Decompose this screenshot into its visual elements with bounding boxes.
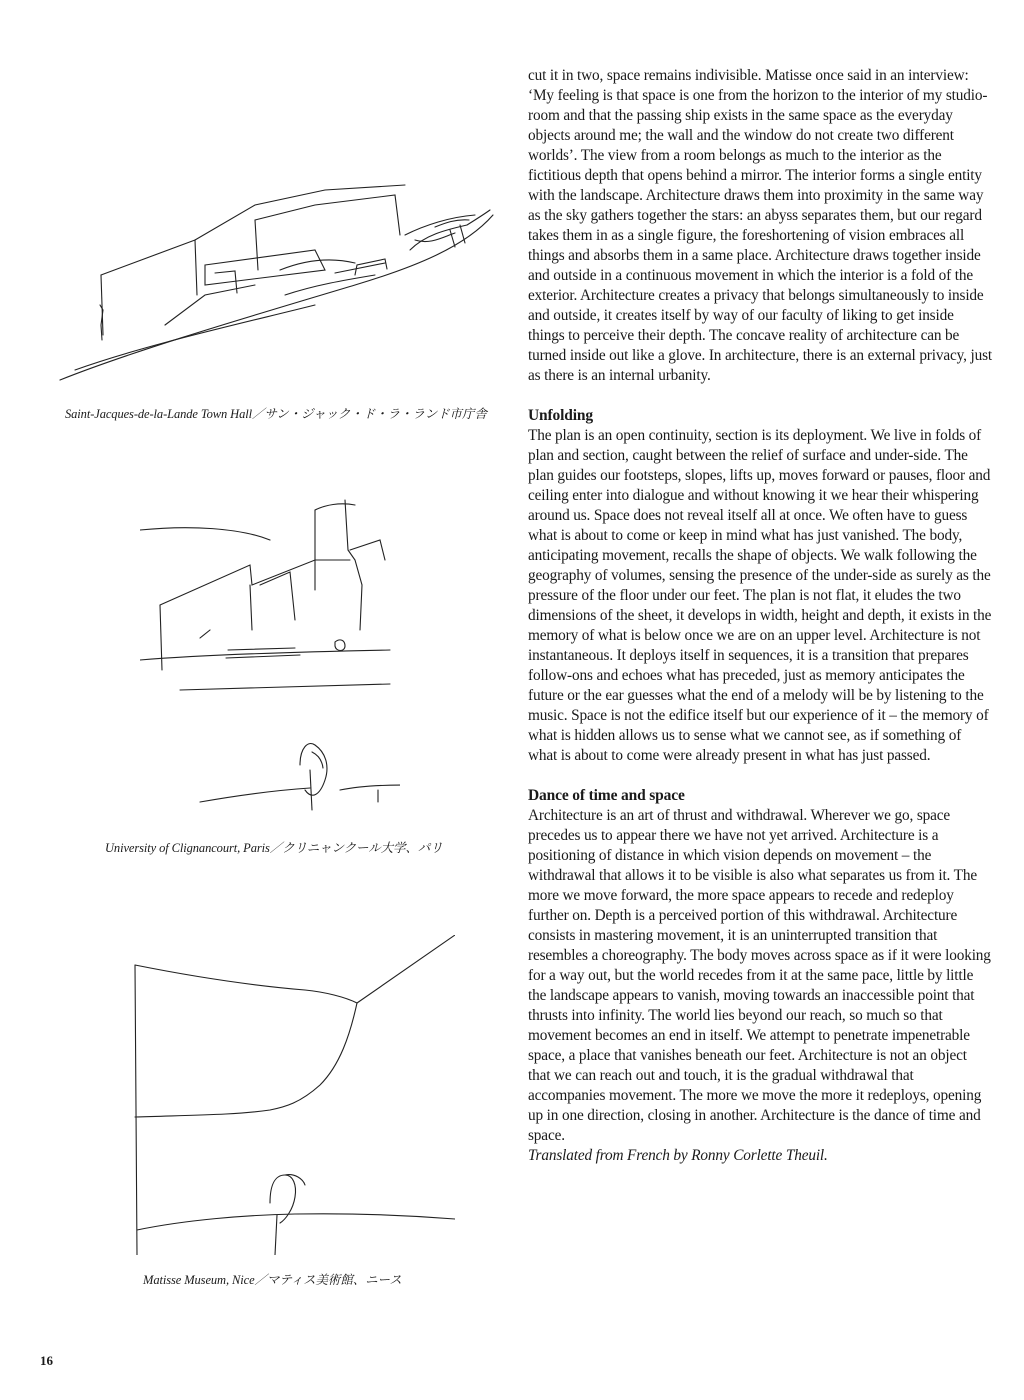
sketch-clignancourt (140, 490, 400, 820)
caption-clignancourt: University of Clignancourt, Paris／クリニャンクール大学、パリ (105, 841, 443, 855)
page-number: 16 (40, 1353, 53, 1368)
sketch-town-hall (55, 175, 495, 385)
section-text-dance: Architecture is an art of thrust and withdrawal. Wherever we go, space precedes us to appear there we have not yet arrived. Architecture is a positioning of distance in which vision depends on movement – the withdrawal that allows it to be visible is also what separates us from it. The more we move forward, the more space appears to recede and redeploy further on. Depth is a perceived portion of this withdrawal. Architecture consists in mastering movement, it is an uninterrupted transition that resembles a choreography. The body moves across space as if it were looking for a way out, but the world recedes from it at the same pace, little by little the landscape appears to vanish, moving towards an inaccessible point that thrusts into infinity. The world lies beyond our reach, so much so that movement becomes an end in itself. We attempt to penetrate impenetrable space, a place that vanishes beneath our feet. Architecture is not an object that we can reach out and touch, it is the gradual withdrawal that accompanies movement. The more we move the more it redeploys, opening up in one direction, closing in another. Architecture is the dance of time and space. (528, 807, 991, 1144)
translation-credit: Translated from French by Ronny Corlette Theuil. (528, 1147, 828, 1164)
left-column (40, 0, 510, 1400)
section-heading-dance: Dance of time and space (528, 787, 685, 804)
sketch-matisse-museum (125, 935, 455, 1255)
section-heading-unfolding: Unfolding (528, 407, 593, 424)
caption-town-hall: Saint-Jacques-de-la-Lande Town Hall／サン・ジャック・ド・ラ・ランド市庁舎 (65, 407, 487, 421)
article-body (528, 66, 992, 1166)
intro-paragraph: cut it in two, space remains indivisible. Matisse once said in an interview: ‘My feeling is that space is one from the horizon to the interior of my studio-room and that the passing ship exists in the same space as the everyday objects around me; the wall and the window do not create two different worlds’. The view from a room belongs as much to the interior as the fictitious depth that opens behind a mirror. The interior forms a single entity with the landscape. Architecture draws them into proximity in the same way as the sky gathers together the stars: an abyss separates them, but our regard takes them in as a single figure, the foreshortening of vision embraces all things and absorbs them in a same place. Architecture draws together inside and outside in a continuous movement in which the interior is a fold of the exterior. Architecture creates a privacy that belongs simultaneously to inside and outside, it creates itself by way of our faculty of liking to get inside things to perceive their depth. The concave reality of architecture can be turned inside out like a glove. In architecture, there is an external privacy, just as there is an internal urbanity. (528, 67, 992, 384)
section-text-unfolding: The plan is an open continuity, section is its deployment. We live in folds of plan and section, caught between the relief of surface and under-side. The plan guides our footsteps, slopes, lifts up, moves forward or pauses, floor and ceiling enter into dialogue and without knowing it we hear their whispering around us. Space does not reveal itself all at once. We often have to guess what is about to come or keep in mind what has just vanished. The body, anticipating movement, recalls the shape of objects. We walk following the geography of volumes, sensing the presence of the under-side as surely as the pressure of the floor under our feet. The plan is not flat, it eludes the two dimensions of the sheet, it develops in width, height and depth, it exists in the memory of what is below once we are on an upper level. Architecture is not instantaneous. It deploys itself in sequences, it is a transition that prepares follow-ons and echoes what has preceded, just as memory anticipates the future or the ear guesses what the end of a melody will be by listening to the music. Space is not the edifice itself but our experience of it – the memory of what is hidden allows us to sense what we cannot see, as if something of what is about to come were already present in what has just passed. (528, 427, 992, 764)
caption-matisse-museum: Matisse Museum, Nice／マティス美術館、ニース (143, 1273, 402, 1287)
